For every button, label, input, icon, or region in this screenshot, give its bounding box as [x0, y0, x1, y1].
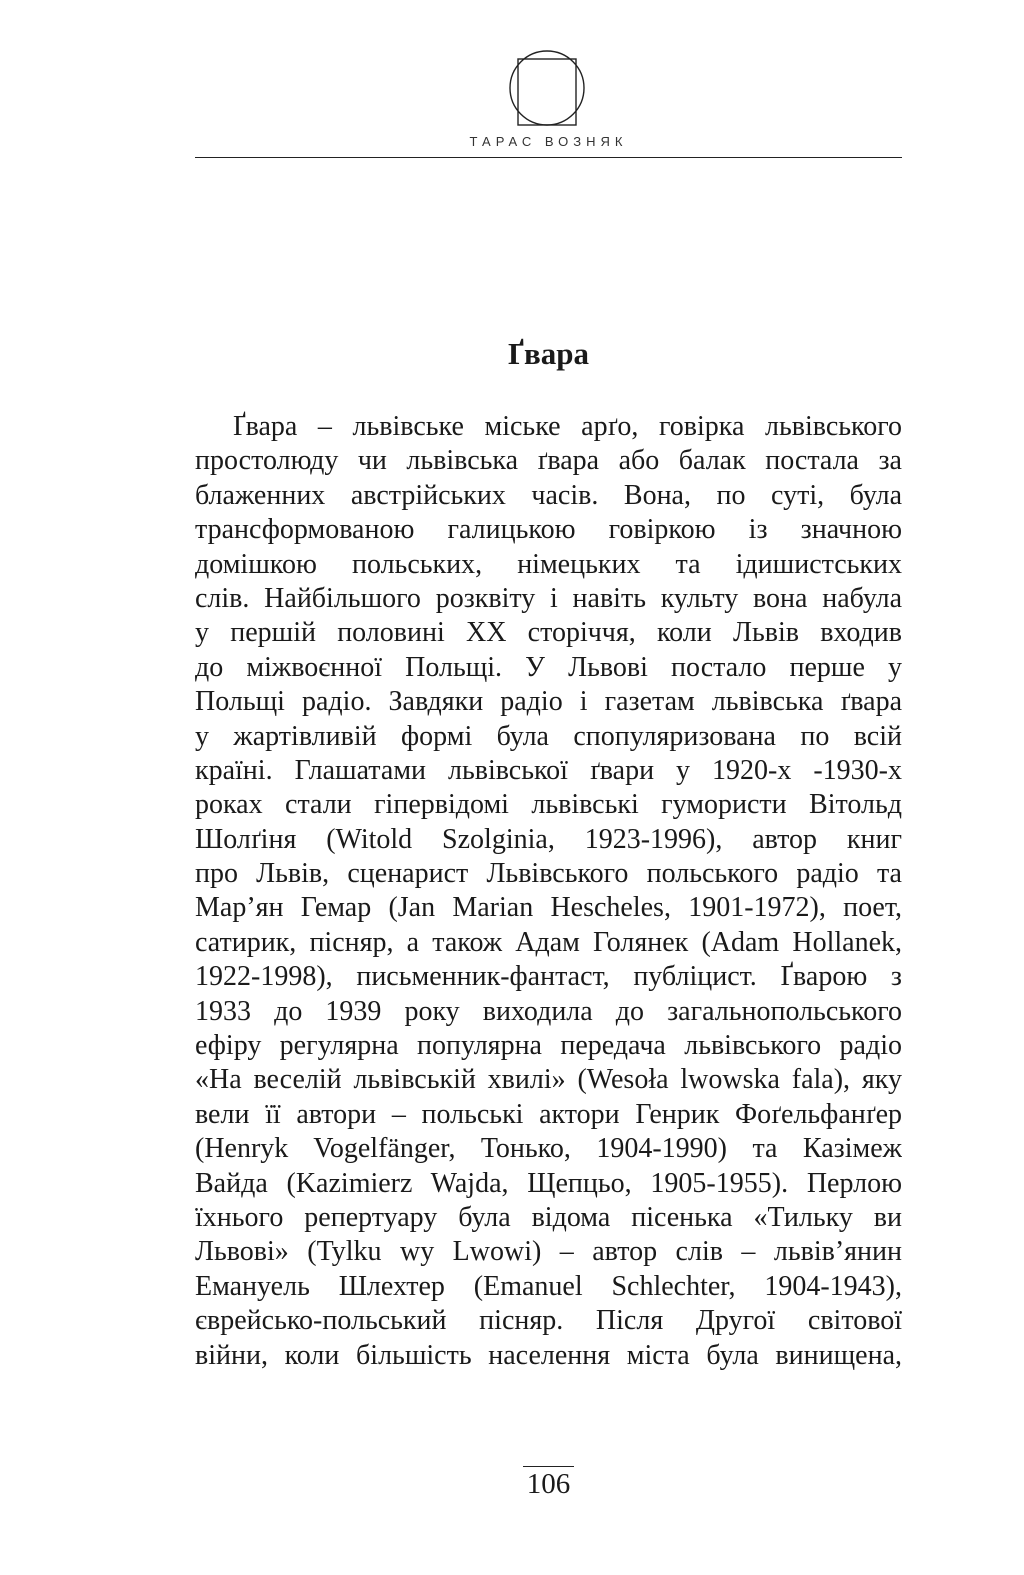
text-line: Львові» (Tylku wy Lwowi) – автор слів – львів’янин — [195, 1236, 902, 1268]
text-line: 1933 до 1939 року виходила до загальнопольського — [195, 995, 902, 1027]
text-line: Шолґіня (Witold Szolginia, 1923-1996), автор книг — [195, 823, 902, 855]
text-line: ефіру регулярна популярна передача львівського радіо — [195, 1030, 902, 1062]
text-line: Вайда (Kazimierz Wajda, Щепцьо, 1905-1955). Перлою — [195, 1167, 902, 1199]
header-rule — [195, 157, 902, 158]
text-line: війни, коли більшість населення міста була винищена, — [195, 1339, 902, 1371]
text-line: країні. Глашатами львівської ґвари у 1920-х -1930-х — [195, 754, 902, 786]
text-line: про Львів, сценарист Львівського польського радіо та — [195, 858, 902, 890]
text-line: слів. Найбільшого розквіту і навіть культу вона набула — [195, 582, 902, 614]
text-line: (Henryk Vogelfänger, Тонько, 1904-1990) та Казімеж — [195, 1133, 902, 1165]
text-line: Емануель Шлехтер (Emanuel Schlechter, 1904-1943), — [195, 1270, 902, 1302]
page-number — [195, 1466, 902, 1501]
text-line: Мар’ян Гемар (Jan Marian Hescheles, 1901-1972), поет, — [195, 892, 902, 924]
chapter-title: Ґвара — [507, 336, 590, 371]
circle-square-logo-icon — [507, 48, 587, 128]
text-line: блаженних австрійських часів. Вона, по суті, була — [195, 479, 902, 511]
text-line: Ґвара – львівське міське арґо, говірка львівського — [233, 411, 902, 442]
text-line: у жартівливій формі була спопуляризована по всій — [195, 720, 902, 752]
text-line: їхнього репертуару була відома пісенька «Тильку ви — [195, 1201, 902, 1233]
text-line: єврейсько-польський пісняр. Після Другої світової — [195, 1305, 902, 1337]
page-number-value: 106 — [523, 1466, 575, 1501]
text-line: до міжвоєнної Польщі. У Львові постало перше у — [195, 651, 902, 683]
text-line: сатирик, пісняр, а також Адам Голянек (Adam Hollanek, — [195, 926, 902, 958]
text-line: Польщі радіо. Завдяки радіо і газетам львівська ґвара — [195, 686, 902, 718]
text-line: роках стали гіпервідомі львівські гумористи Вітольд — [195, 789, 902, 821]
text-line: вели її автори – польські актори Генрик Фоґельфанґер — [195, 1098, 902, 1130]
text-line: у першій половині ХХ сторіччя, коли Львів входив — [195, 617, 902, 649]
text-line: трансформованою галицькою говіркою із значною — [195, 514, 902, 546]
running-head: ТАРАС ВОЗНЯК — [469, 134, 628, 149]
text-line: «На веселій львівській хвилі» (Wesoła lwowska fala), яку — [195, 1064, 902, 1096]
text-line: простолюду чи львівська ґвара або балак постала за — [195, 445, 902, 477]
text-line: 1922-1998), письменник-фантаст, публіцист. Ґварою з — [195, 961, 902, 993]
body-text — [195, 410, 902, 1373]
text-line: домішкою польських, німецьких та ідишистських — [195, 548, 902, 580]
